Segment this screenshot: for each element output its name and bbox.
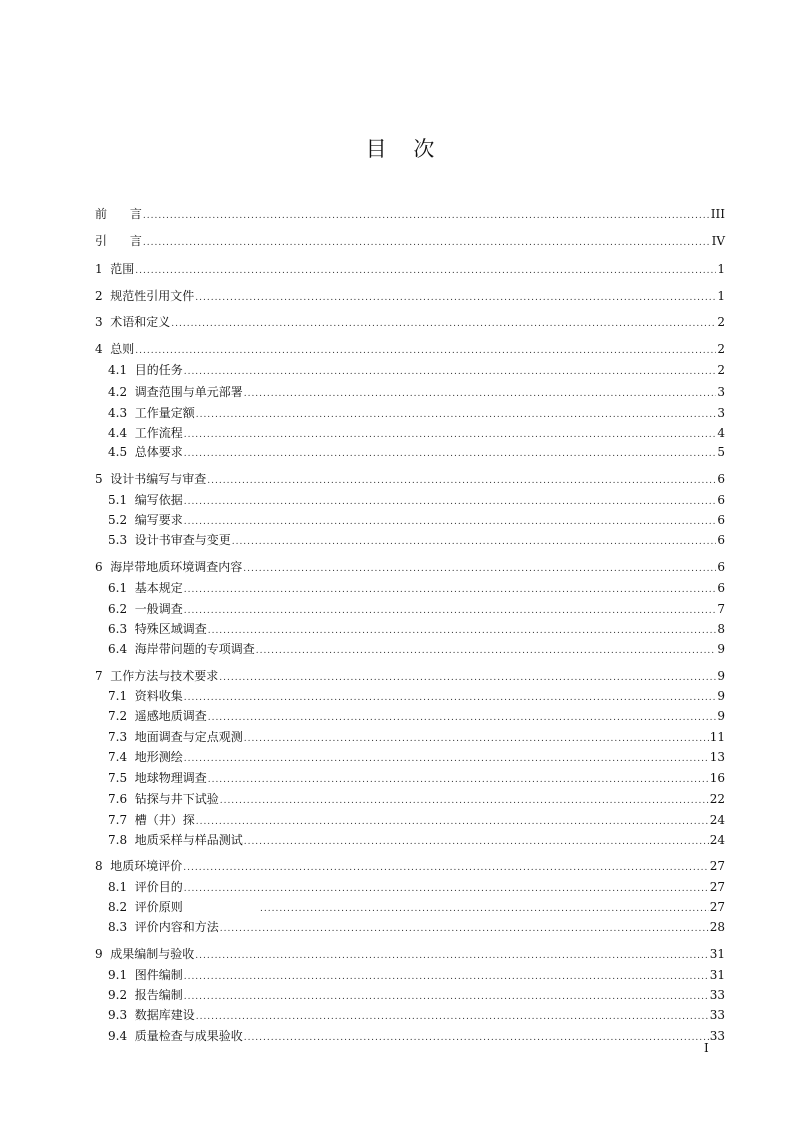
toc-leader-dots bbox=[208, 621, 717, 641]
toc-leader-dots bbox=[196, 1007, 709, 1027]
toc-entry-page: 33 bbox=[709, 1008, 725, 1022]
toc-entry[interactable] bbox=[108, 639, 725, 659]
toc-leader-dots bbox=[196, 405, 717, 425]
toc-leader-dots bbox=[184, 967, 709, 987]
toc-leader-dots bbox=[256, 641, 717, 661]
toc-entry-label: 1 范围 bbox=[95, 262, 135, 276]
toc-entry[interactable] bbox=[108, 747, 725, 767]
toc-entry-label: 4.1 目的任务 bbox=[108, 363, 183, 377]
toc-entry[interactable] bbox=[108, 423, 725, 443]
toc-entry[interactable] bbox=[95, 856, 725, 876]
toc-entry-label: 8 地质环境评价 bbox=[95, 859, 183, 873]
toc-entry-page: 8 bbox=[717, 622, 725, 636]
toc-leader-dots bbox=[184, 879, 709, 899]
toc-entry-page: 33 bbox=[709, 1029, 725, 1043]
toc-entry-page: 9 bbox=[717, 709, 725, 723]
toc-leader-dots bbox=[244, 729, 709, 749]
toc-entry-label: 3 术语和定义 bbox=[95, 315, 171, 329]
toc-entry[interactable] bbox=[108, 360, 725, 380]
toc-leader-dots bbox=[184, 362, 717, 382]
toc-entry-page: 6 bbox=[717, 533, 725, 547]
toc-entry[interactable] bbox=[108, 619, 725, 639]
toc-leader-dots bbox=[183, 858, 708, 878]
toc-entry[interactable] bbox=[108, 442, 725, 462]
toc-entry[interactable] bbox=[108, 897, 725, 917]
toc-entry-label: 9.1 图件编制 bbox=[108, 968, 183, 982]
toc-entry[interactable] bbox=[108, 530, 725, 550]
toc-entry-page: 6 bbox=[717, 560, 725, 574]
toc-entry-label: 9.2 报告编制 bbox=[108, 988, 183, 1002]
toc-entry[interactable] bbox=[108, 877, 725, 897]
toc-entry-label: 4 总则 bbox=[95, 342, 135, 356]
toc-entry-label: 4.4 工作流程 bbox=[108, 426, 183, 440]
toc-entry-label: 5.3 设计书审查与变更 bbox=[108, 533, 231, 547]
toc-entry-page: 3 bbox=[717, 406, 725, 420]
toc-entry-label: 8.3 评价内容和方法 bbox=[108, 920, 219, 934]
toc-entry[interactable] bbox=[95, 231, 725, 251]
toc-entry-label: 7.4 地形测绘 bbox=[108, 750, 183, 764]
toc-entry-page: 4 bbox=[717, 426, 725, 440]
toc-entry-label: 4.2 调查范围与单元部署 bbox=[108, 385, 243, 399]
toc-entry[interactable] bbox=[108, 768, 725, 788]
toc-entry-page: 7 bbox=[717, 602, 725, 616]
toc-entry-label: 前 言 bbox=[95, 207, 142, 221]
toc-entry-page: 31 bbox=[709, 947, 725, 961]
toc-entry-page: 24 bbox=[709, 833, 725, 847]
toc-entry-page: IV bbox=[711, 234, 725, 248]
toc-entry-label: 7.2 遥感地质调查 bbox=[108, 709, 207, 723]
toc-leader-dots bbox=[184, 580, 717, 600]
toc-leader-dots bbox=[208, 770, 709, 790]
toc-entry[interactable] bbox=[108, 578, 725, 598]
toc-leader-dots bbox=[244, 832, 709, 852]
toc-entry-page: 27 bbox=[709, 880, 725, 894]
toc-entry[interactable] bbox=[108, 985, 725, 1005]
toc-leader-dots bbox=[184, 601, 717, 621]
toc-entry[interactable] bbox=[108, 686, 725, 706]
toc-entry[interactable] bbox=[95, 469, 725, 489]
toc-leader-dots bbox=[244, 1028, 709, 1048]
toc-entry-label: 引 言 bbox=[95, 234, 142, 248]
toc-entry-label: 9.4 质量检查与成果验收 bbox=[108, 1029, 243, 1043]
toc-entry[interactable] bbox=[108, 510, 725, 530]
toc-entry-label: 4.5 总体要求 bbox=[108, 445, 183, 459]
toc-entry[interactable] bbox=[95, 312, 725, 332]
toc-entry[interactable] bbox=[108, 382, 725, 402]
toc-entry-page: 2 bbox=[717, 315, 725, 329]
toc-entry-label: 2 规范性引用文件 bbox=[95, 289, 195, 303]
toc-entry[interactable] bbox=[95, 286, 725, 306]
toc-entry-label: 7.8 地质采样与样品测试 bbox=[108, 833, 243, 847]
toc-entry-label: 5 设计书编写与审查 bbox=[95, 472, 207, 486]
toc-entry-label: 6.1 基本规定 bbox=[108, 581, 183, 595]
page-title: 目 次 bbox=[365, 137, 435, 161]
toc-leader-dots bbox=[184, 987, 709, 1007]
toc-entry[interactable] bbox=[108, 706, 725, 726]
toc-leader-dots bbox=[243, 559, 716, 579]
toc-leader-dots bbox=[244, 384, 717, 404]
toc-leader-dots bbox=[135, 341, 716, 361]
toc-entry-page: III bbox=[710, 207, 725, 221]
toc-entry-page: 6 bbox=[717, 581, 725, 595]
toc-leader-dots bbox=[171, 314, 716, 334]
toc-entry-label: 5.1 编写依据 bbox=[108, 493, 183, 507]
toc-entry[interactable] bbox=[108, 830, 725, 850]
toc-entry-page: 2 bbox=[717, 342, 725, 356]
toc-entry[interactable] bbox=[108, 965, 725, 985]
toc-leader-dots bbox=[220, 791, 709, 811]
toc-entry-page: 1 bbox=[717, 262, 725, 276]
toc-leader-dots bbox=[195, 946, 708, 966]
toc-leader-dots bbox=[208, 708, 717, 728]
toc-entry[interactable] bbox=[108, 599, 725, 619]
toc-leader-dots bbox=[184, 444, 717, 464]
toc-entry[interactable] bbox=[108, 403, 725, 423]
toc-entry-page: 31 bbox=[709, 968, 725, 982]
page-number: I bbox=[704, 1041, 709, 1055]
toc-entry-label: 8.2 评价原则 bbox=[108, 900, 260, 914]
toc-entry-page: 9 bbox=[717, 669, 725, 683]
toc-entry-page: 9 bbox=[717, 689, 725, 703]
toc-entry-page: 1 bbox=[717, 289, 725, 303]
toc-entry-page: 16 bbox=[709, 771, 725, 785]
toc-entry-label: 6.3 特殊区域调查 bbox=[108, 622, 207, 636]
toc-leader-dots bbox=[143, 206, 710, 226]
toc-leader-dots bbox=[260, 899, 709, 919]
toc-leader-dots bbox=[184, 688, 717, 708]
toc-entry-label: 6 海岸带地质环境调查内容 bbox=[95, 560, 243, 574]
toc-entry[interactable] bbox=[95, 944, 725, 964]
toc-entry-label: 9.3 数据库建设 bbox=[108, 1008, 195, 1022]
toc-leader-dots bbox=[184, 749, 709, 769]
toc-entry-page: 22 bbox=[709, 792, 725, 806]
toc-entry[interactable] bbox=[95, 666, 725, 686]
toc-entry-label: 6.2 一般调查 bbox=[108, 602, 183, 616]
toc-entry-page: 6 bbox=[717, 513, 725, 527]
toc-entry[interactable] bbox=[95, 259, 725, 279]
toc-leader-dots bbox=[196, 812, 709, 832]
toc-entry-label: 7.6 钻探与井下试验 bbox=[108, 792, 219, 806]
toc-entry-label: 9 成果编制与验收 bbox=[95, 947, 195, 961]
toc-leader-dots bbox=[143, 233, 711, 253]
toc-entry-label: 7.3 地面调查与定点观测 bbox=[108, 730, 243, 744]
toc-entry[interactable] bbox=[108, 1026, 725, 1046]
toc-entry-page: 24 bbox=[709, 813, 725, 827]
toc-entry-page: 33 bbox=[709, 988, 725, 1002]
toc-entry-label: 5.2 编写要求 bbox=[108, 513, 183, 527]
toc-entry[interactable] bbox=[95, 339, 725, 359]
toc-entry[interactable] bbox=[108, 490, 725, 510]
toc-entry[interactable] bbox=[108, 789, 725, 809]
toc-entry-page: 6 bbox=[717, 472, 725, 486]
toc-leader-dots bbox=[135, 261, 716, 281]
toc-entry-label: 6.4 海岸带问题的专项调查 bbox=[108, 642, 255, 656]
toc-entry-label: 7.1 资料收集 bbox=[108, 689, 183, 703]
toc-entry-label: 7.7 槽（井）探 bbox=[108, 813, 195, 827]
toc-entry-page: 27 bbox=[709, 859, 725, 873]
toc-entry-label: 4.3 工作量定额 bbox=[108, 406, 195, 420]
toc-leader-dots bbox=[184, 512, 717, 532]
toc-entry-page: 11 bbox=[709, 730, 725, 744]
toc-entry[interactable] bbox=[108, 1005, 725, 1025]
toc-entry-label: 8.1 评价目的 bbox=[108, 880, 183, 894]
toc-leader-dots bbox=[195, 288, 716, 308]
toc-entry[interactable] bbox=[108, 917, 725, 937]
toc-entry-page: 2 bbox=[717, 363, 725, 377]
toc-entry-page: 5 bbox=[717, 445, 725, 459]
toc-leader-dots bbox=[184, 492, 717, 512]
toc-entry-page: 13 bbox=[709, 750, 725, 764]
toc-entry-page: 27 bbox=[709, 900, 725, 914]
toc-leader-dots bbox=[232, 532, 717, 552]
toc-entry[interactable] bbox=[108, 727, 725, 747]
toc-entry-label: 7 工作方法与技术要求 bbox=[95, 669, 219, 683]
toc-entry[interactable] bbox=[95, 204, 725, 224]
toc-entry-page: 9 bbox=[717, 642, 725, 656]
toc-entry[interactable] bbox=[95, 557, 725, 577]
toc-leader-dots bbox=[220, 919, 709, 939]
toc-entry-label: 7.5 地球物理调查 bbox=[108, 771, 207, 785]
toc-leader-dots bbox=[207, 471, 716, 491]
toc-entry[interactable] bbox=[108, 810, 725, 830]
toc-entry-page: 28 bbox=[709, 920, 725, 934]
toc-leader-dots bbox=[219, 668, 716, 688]
toc-entry-page: 3 bbox=[717, 385, 725, 399]
toc-entry-page: 6 bbox=[717, 493, 725, 507]
